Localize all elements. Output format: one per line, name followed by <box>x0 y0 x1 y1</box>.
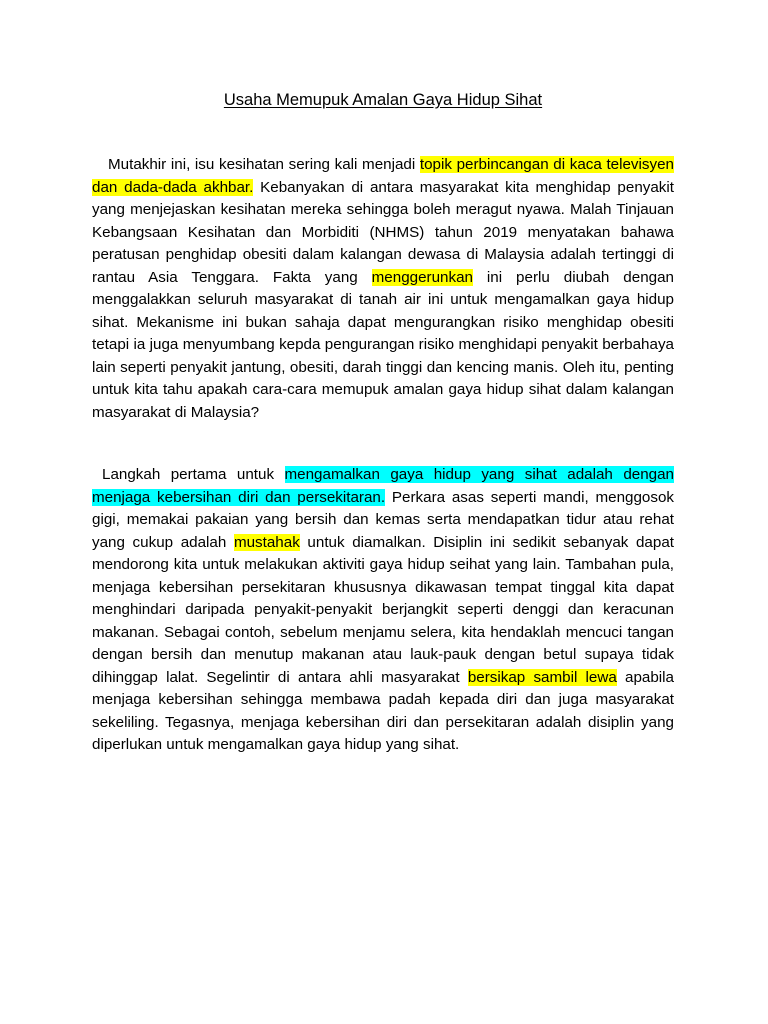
paragraph-text: apabila menjaga kebersihan sehingga membawa padah kepada diri dan juga masyarakat sekeliling. Tegasnya, menjaga kebersihan diri dan persekitaran adalah disiplin yang diperlukan untuk mengamalkan gaya hidup yang sihat. <box>92 668 674 753</box>
highlighted-phrase: bersikap sambil lewa <box>467 668 617 686</box>
paragraph-first-point <box>92 464 674 757</box>
highlighted-phrase: topik perbincangan di kaca televisyen dan dada-dada akhbar. <box>92 156 674 196</box>
paragraph-text: Mutakhir ini, isu kesihatan sering kali menjadi <box>108 156 420 173</box>
document-page <box>92 88 674 757</box>
document-title: Usaha Memupuk Amalan Gaya Hidup Sihat <box>223 91 543 109</box>
paragraph-text: untuk diamalkan. Disiplin ini sedikit sebanyak dapat mendorong kita untuk melakukan aktiviti gaya hidup seihat yang lain. Tambahan pula, menjaga kebersihan persekitaran khususnya dikawasan tempat tinggal kita dapat menghindari daripada penyakit-penyakit berjangkit seperti denggi dan keracunan makanan. Sebagai contoh, sebelum menjamu selera, kita hendaklah mencuci tangan dengan bersih dan menutup makanan atau lauk-pauk dengan betul supaya tidak dihinggap lalat. Segelintir di antara ahli masyarakat <box>92 533 674 686</box>
paragraph-introduction <box>92 154 674 424</box>
paragraph-text: ini perlu diubah dengan menggalakkan seluruh masyarakat di tanah air ini untuk mengamalkan gaya hidup sihat. Mekanisme ini bukan sahaja dapat mengurangkan risiko menghidap obesiti tetapi ia juga menyumbang kepda pengurangan risiko menghidapi penyakit berbahaya lain seperti penyakit jantung, obesiti, darah tinggi dan kencing manis. Oleh itu, penting untuk kita tahu apakah cara-cara memupuk amalan gaya hidup sihat dalam kalangan masyarakat di Malaysia? <box>92 268 674 421</box>
paragraph-text: Kebanyakan di antara masyarakat kita menghidap penyakit yang menjejaskan kesihatan mereka sehingga boleh meragut nyawa. Malah Tinjauan Kebangsaan Kesihatan dan Morbiditi (NHMS) tahun 2019 menyatakan bahawa peratusan penghidap obesiti dalam kalangan dewasa di Malaysia adalah tertinggi di rantau Asia Tenggara. Fakta yang <box>92 178 674 286</box>
paragraph-text: Langkah pertama untuk <box>102 466 285 483</box>
highlighted-word: menggerunkan <box>371 268 473 286</box>
topic-sentence-highlight: mengamalkan gaya hidup yang sihat adalah dengan menjaga kebersihan diri dan persekitaran. <box>92 466 674 506</box>
highlighted-word: mustahak <box>233 533 300 551</box>
paragraph-text: Perkara asas seperti mandi, menggosok gigi, memakai pakaian yang bersih dan kemas serta mendapatkan tidur atau rehat yang cukup adalah <box>92 488 675 551</box>
